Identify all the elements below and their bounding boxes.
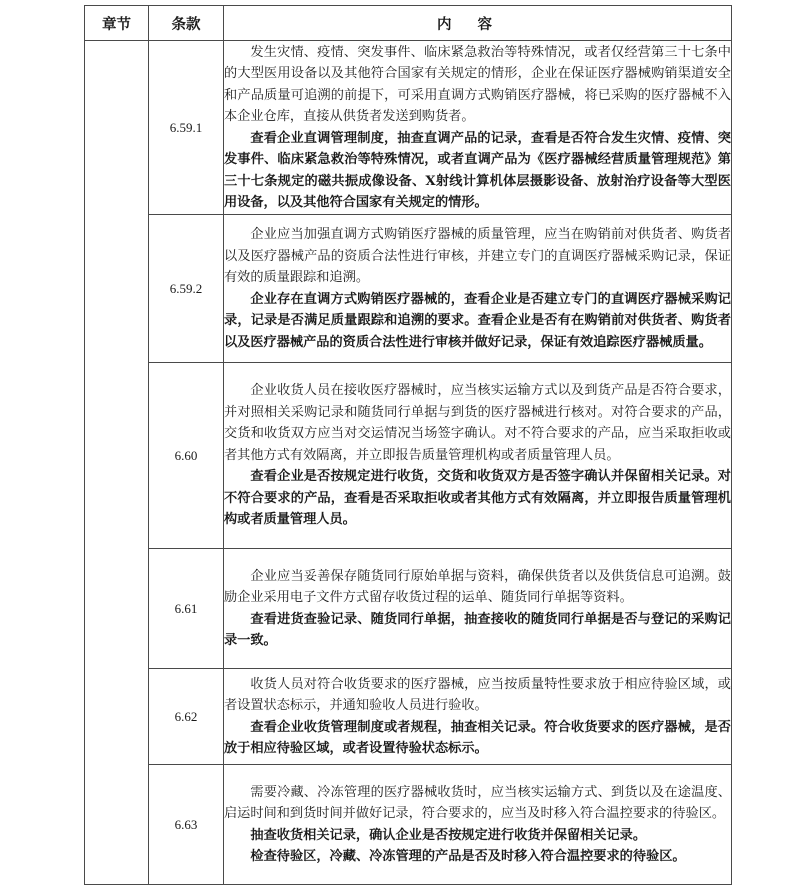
table-header-row — [85, 6, 732, 41]
clause-number: 6.63 — [149, 765, 224, 885]
table-row — [85, 215, 732, 363]
inspection-text-2: 检查待验区，冷藏、冷冻管理的产品是否及时移入符合温控要求的待验区。 — [250, 849, 686, 864]
requirement-text: 企业应当加强直调方式购销医疗器械的质量管理，应当在购销前对供货者、购货者以及医疗器械产品的资质合法性进行审核，并建立专门的直调医疗器械采购记录，保证有效的质量跟踪和追溯。 — [224, 227, 731, 285]
table-row — [85, 669, 732, 765]
inspection-text: 企业存在直调方式购销医疗器械的，查看企业是否建立专门的直调医疗器械采购记录，记录是否满足质量跟踪和追溯的要求。查看企业是否有在购销前对供货者、购货者以及医疗器械产品的资质合法性进行审核并做好记录，保证有效追踪医疗器械质量。 — [224, 291, 731, 350]
header-content: 内容 — [224, 6, 732, 41]
table-row — [85, 549, 732, 669]
requirement-text: 企业收货人员在接收医疗器械时，应当核实运输方式以及到货产品是否符合要求，并对照相关采购记录和随货同行单据与到货的医疗器械进行核对。对符合要求的产品，交货和收货双方应当对交运情况当场签字确认。对不符合要求的产品，应当采取拒收或者其他方式有效隔离，并立即报告质量管理机构或者质量管理人员。 — [224, 383, 731, 463]
inspection-text: 查看企业收货管理制度或者规程，抽查相关记录。符合收货要求的医疗器械，是否放于相应待验区域，或者设置待验状态标示。 — [224, 719, 731, 756]
inspection-text: 抽查收货相关记录，确认企业是否按规定进行收货并保留相关记录。 — [250, 827, 647, 843]
content-cell — [224, 765, 732, 885]
requirement-text: 需要冷藏、冷冻管理的医疗器械收货时，应当核实运输方式、到货以及在途温度、启运时间和到货时间并做好记录，符合要求的，应当及时移入符合温控要求的待验区。 — [224, 784, 731, 821]
table-row — [85, 363, 732, 549]
header-clause: 条款 — [149, 6, 224, 41]
inspection-text: 查看企业直调管理制度，抽查直调产品的记录，查看是否符合发生灾情、疫情、突发事件、临床紧急救治等特殊情况，或者直调产品为《医疗器械经营质量管理规范》第三十七条规定的磁共振成像设备、X射线计算机体层摄影设备、放射治疗设备等大型医用设备，以及其他符合国家有关规定的情形。 — [224, 130, 731, 210]
table-row — [85, 41, 732, 215]
clause-number: 6.59.2 — [149, 215, 224, 363]
content-cell — [224, 215, 732, 363]
clause-number: 6.62 — [149, 669, 224, 765]
clause-number: 6.60 — [149, 363, 224, 549]
requirement-text: 发生灾情、疫情、突发事件、临床紧急救治等特殊情况，或者仅经营第三十七条中的大型医用设备以及其他符合国家有关规定的情形，企业在保证医疗器械购销渠道安全和产品质量可追溯的前提下，可采用直调方式购销医疗器械，将已采购的医疗器械不入本企业仓库，直接从供货者发送到购货者。 — [224, 44, 731, 124]
clause-number: 6.61 — [149, 549, 224, 669]
chapter-cell — [85, 41, 149, 885]
content-cell — [224, 549, 732, 669]
requirement-text: 企业应当妥善保存随货同行原始单据与资料，确保供货者以及供货信息可追溯。鼓励企业采用电子文件方式留存收货过程的运单、随货同行单据等资料。 — [224, 568, 731, 605]
requirement-text: 收货人员对符合收货要求的医疗器械，应当按质量特性要求放于相应待验区域，或者设置状态标示，并通知验收人员进行验收。 — [224, 676, 731, 713]
inspection-text: 查看企业是否按规定进行收货，交货和收货双方是否签字确认并保留相关记录。对不符合要求的产品，查看是否采取拒收或者其他方式有效隔离，并立即报告质量管理机构或者质量管理人员。 — [224, 469, 731, 528]
content-cell — [224, 41, 732, 215]
clause-number: 6.59.1 — [149, 41, 224, 215]
inspection-text: 查看进货查验记录、随货同行单据，抽查接收的随货同行单据是否与登记的采购记录一致。 — [224, 611, 731, 648]
content-cell — [224, 669, 732, 765]
table-row — [85, 765, 732, 885]
header-chapter: 章节 — [85, 6, 149, 41]
content-cell — [224, 363, 732, 549]
regulation-table — [84, 5, 732, 885]
